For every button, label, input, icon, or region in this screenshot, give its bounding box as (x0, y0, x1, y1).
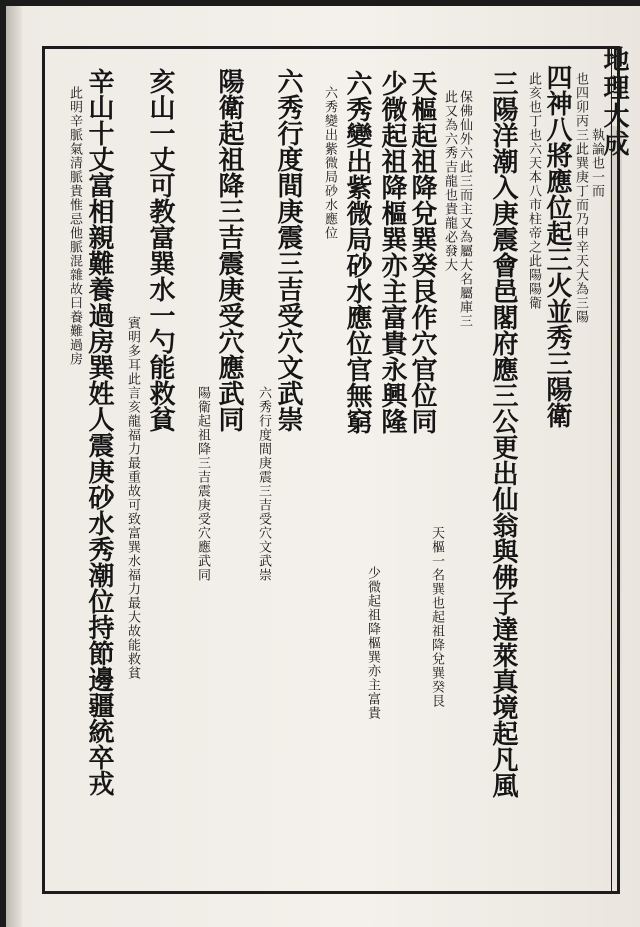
note-column-4: 保佛仙外六此三而主又為屬大名屬庫三 (457, 90, 472, 328)
note-column-6: 天樞一名巽也起祖降兌巽癸艮 (429, 526, 444, 708)
main-column-9: 辛山十丈富相親難養過房巽姓人震庚砂水秀潮位持節邊疆統卒戎 (84, 68, 114, 796)
note-column-9: 六秀行度間庚震三吉受穴文武崇 (256, 386, 271, 582)
main-column-3: 天樞起祖降兌巽癸艮作穴官位同 (407, 70, 437, 434)
main-column-8: 亥山一丈可教富巽水一勺能救貧 (145, 68, 175, 432)
main-column-6: 六秀行度間庚震三吉受穴文武崇 (273, 68, 303, 432)
main-column-1: 四神八將應位起三火並秀三陽衛 (542, 64, 572, 428)
note-column-1: 執論也一而 (589, 128, 604, 198)
note-column-7: 少微起祖降樞巽亦主富貴 (365, 566, 380, 720)
note-column-12: 此明辛脈氣清脈貴惟忌他脈混雜故曰養難過房 (67, 86, 82, 366)
note-column-11: 賓明多耳此言亥龍福力最重故可致富巽水福力最大故能救貧 (125, 316, 140, 680)
main-column-2: 三陽洋潮入庚震會邑閣府應三公更出仙翁與佛子達萊真境起凡風 (488, 70, 518, 798)
note-column-2: 也四卯丙三此巽庚丁而乃申辛天大為三陽 (573, 72, 588, 324)
main-column-7: 陽衛起祖降三吉震庚受穴應武同 (214, 68, 244, 432)
note-column-5: 此又為六秀吉龍也貴龍必發大 (442, 90, 457, 272)
scanned-page (6, 6, 640, 927)
note-column-10: 陽衛起祖降三吉震庚受穴應武同 (195, 386, 210, 582)
main-column-5: 六秀變出紫微局砂水應位官無窮 (342, 70, 372, 434)
frame-rule (611, 49, 612, 891)
main-column-4: 少微起祖降樞巽亦主富貴永興隆 (377, 70, 407, 434)
note-column-8: 六秀變出紫微局砂水應位 (322, 86, 337, 240)
note-column-3: 此亥也丁也六天本八市柱帝之此陽陽衛 (526, 72, 541, 310)
margin-title: 地理大成 (599, 46, 629, 158)
book-spine (6, 6, 22, 927)
